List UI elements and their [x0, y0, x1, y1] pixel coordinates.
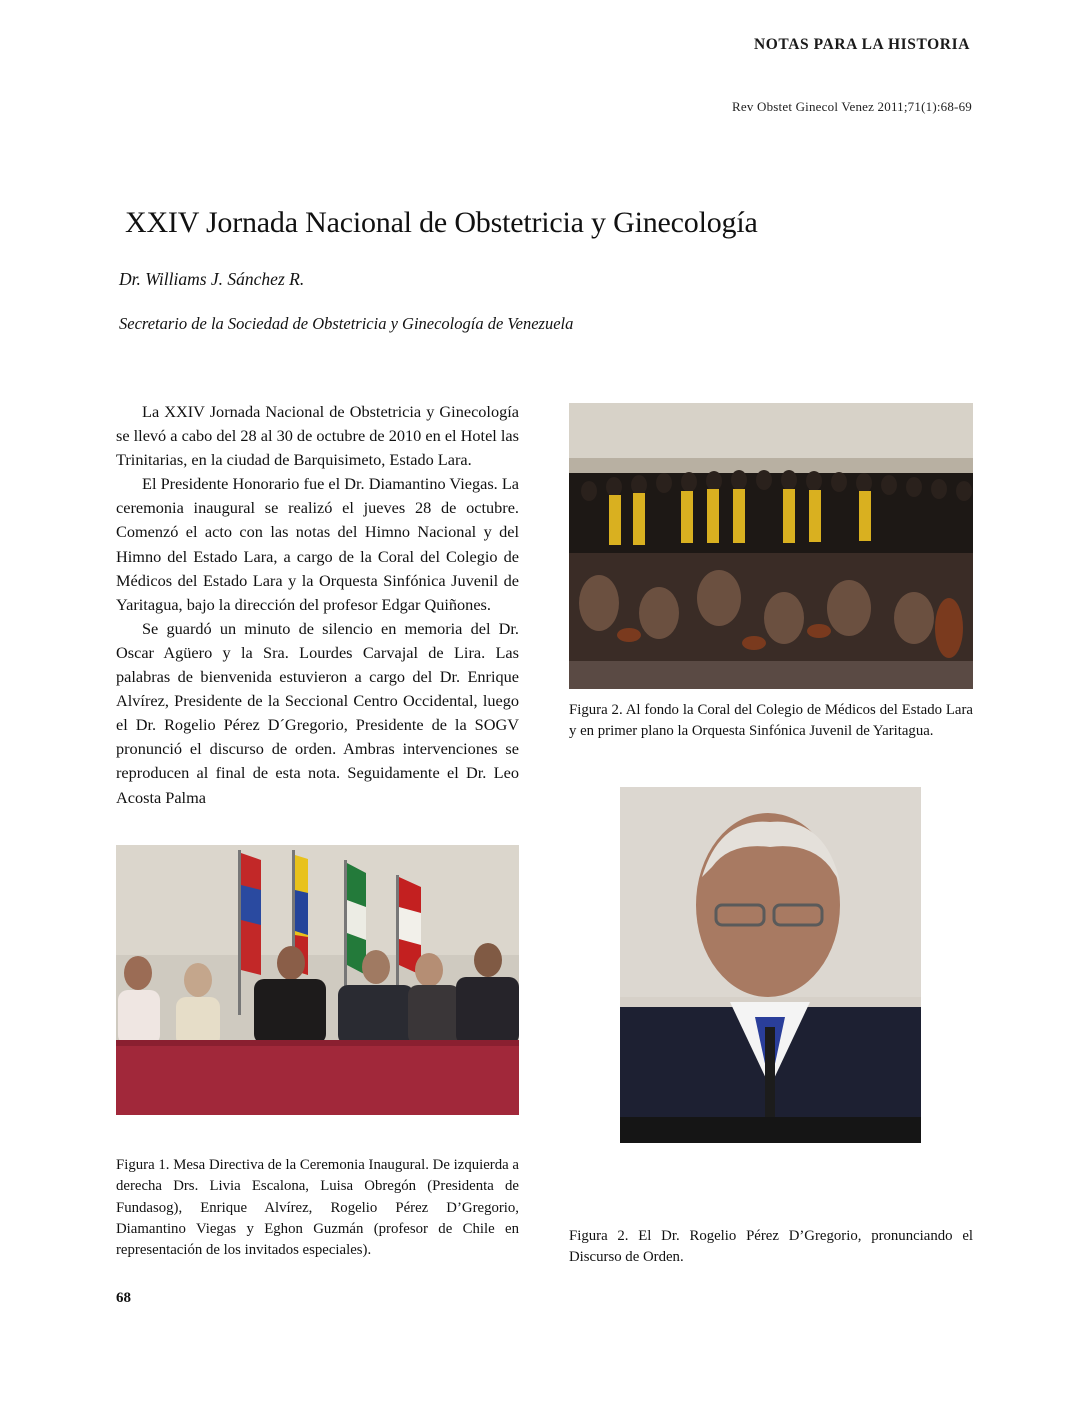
page-number: 68: [116, 1290, 131, 1306]
section-heading: NOTAS PARA LA HISTORIA: [753, 36, 970, 53]
choir-orchestra-photo: [569, 403, 973, 689]
figure-caption-choir: Figura 2. Al fondo la Coral del Colegio de Médicos del Estado Lara y en primer plano la Orquesta Sinfónica Juvenil de Yaritagua.: [569, 702, 973, 740]
body-paragraph: Se guardó un minuto de silencio en memoria del Dr. Oscar Agüero y la Sra. Lourdes Carvajal de Lira. Las palabras de bienvenida estuvieron a cargo del Dr. Enrique Alvírez, Presidente de la Seccional Centro Occidental, luego el Dr. Rogelio Pérez D´Gregorio, Presidente de la SOGV pronunció el discurso de orden. Ambras intervenciones se reproducen al final de esta nota. Seguidamente el Dr. Leo Acosta Palma: [116, 618, 519, 807]
body-paragraph: La XXIV Jornada Nacional de Obstetricia y Ginecología se llevó a cabo del 28 al 30 de octubre de 2010 en el Hotel las Trinitarias, en la ciudad de Barquisimeto, Estado Lara.: [116, 402, 519, 470]
article-author: Dr. Williams J. Sánchez R.: [119, 269, 305, 289]
speaker-photo: [620, 787, 921, 1143]
presidium-table-photo: [116, 845, 519, 1115]
figure-caption-table: Figura 1. Mesa Directiva de la Ceremonia Inaugural. De izquierda a derecha Drs. Livia Escalona, Luisa Obregón (Presidenta de Fundasog), Enrique Alvírez, Rogelio Pérez D’Gregorio, Diamantino Viegas y Eghon Guzmán (profesor de Chile en representación de los invitados especiales).: [116, 1157, 519, 1259]
body-paragraph: El Presidente Honorario fue el Dr. Diamantino Viegas. La ceremonia inaugural se realizó el jueves 28 de octubre. Comenzó el acto con las notas del Himno Nacional y del Himno del Estado Lara, a cargo de la Coral del Colegio de Médicos del Estado Lara y la Orquesta Sinfónica Juvenil de Yaritagua, bajo la dirección del profesor Edgar Quiñones.: [116, 474, 519, 614]
journal-citation: Rev Obstet Ginecol Venez 2011;71(1):68-69: [732, 99, 972, 114]
article-body: [116, 400, 519, 810]
article-title: XXIV Jornada Nacional de Obstetricia y Ginecología: [125, 206, 758, 239]
figure-caption-speaker: Figura 2. El Dr. Rogelio Pérez D’Gregorio, pronunciando el Discurso de Orden.: [569, 1228, 973, 1266]
author-affiliation: Secretario de la Sociedad de Obstetricia y Ginecología de Venezuela: [119, 314, 574, 333]
